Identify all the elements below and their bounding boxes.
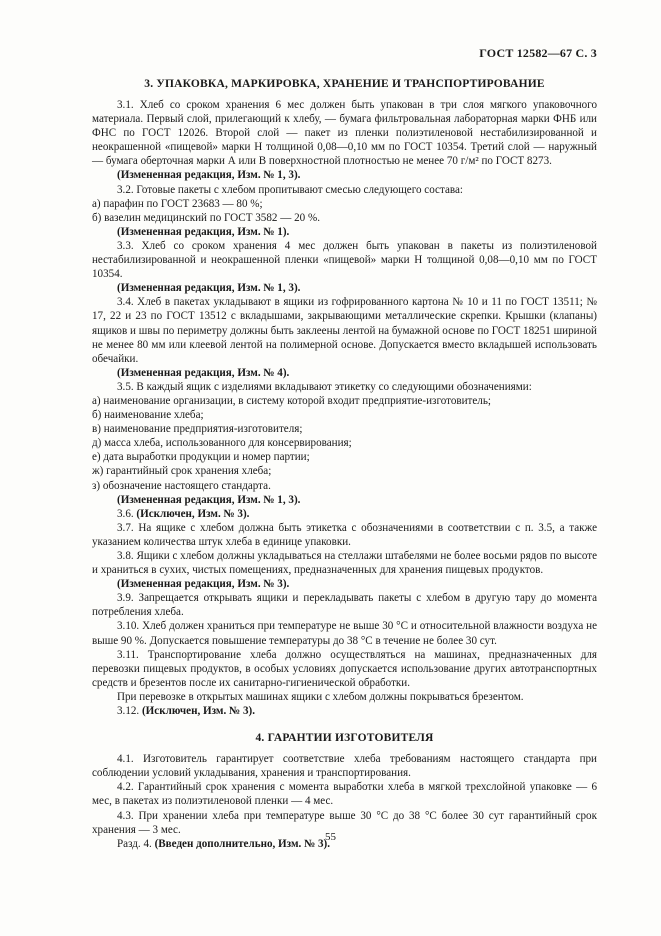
label-item: б) наименование хлеба; <box>92 409 204 422</box>
section-3-body <box>92 98 597 718</box>
clause-number: 3.12. <box>117 705 140 718</box>
amendment-note: (Измененная редакция, Изм. № 1, 3). <box>117 493 301 506</box>
clause-4-2: 4.2. Гарантийный срок хранения с момента выработки хлеба в мягкой трехслойной упаковке — 6 мес, в пакетах из полиэтиленовой пленки — 4 мес. <box>92 781 597 808</box>
section-4-title: 4. ГАРАНТИИ ИЗГОТОВИТЕЛЯ <box>255 732 434 745</box>
amendment-note: (Измененная редакция, Изм. № 1). <box>117 225 290 238</box>
label-item: з) обозначение настоящего стандарта. <box>92 479 271 492</box>
clause-3-2-a: а) парафин по ГОСТ 23683 — 80 %; <box>92 197 263 210</box>
amendment-note: (Измененная редакция, Изм. № 1, 3). <box>117 169 301 182</box>
clause-3-4: 3.4. Хлеб в пакетах укладывают в ящики из гофрированного картона № 10 и 11 по ГОСТ 13511; № 17, 22 и 23 по ГОСТ 13512 с вкладышами, закрывающими металлические скрепки. Крышки (клапаны) ящиков и швы по периметру должны быть заклеены лентой на бумажной основе по ГОСТ 18251 шириной не менее 80 мм или клеевой лентой на полимерной основе. Допускается вместо вкладышей использовать обечайки. <box>92 296 597 365</box>
excluded-note: (Исключен, Изм. № 3). <box>136 507 250 520</box>
clause-3-3: 3.3. Хлеб со сроком хранения 4 мес должен быть упакован в пакеты из полиэтиленовой нестабилизированной и неокрашенной пленки «пищевой» марки Н толщиной 0,08—0,10 мм по ГОСТ 10354. <box>92 239 597 281</box>
running-head: ГОСТ 12582—67 С. 3 <box>479 46 597 60</box>
clause-3-11-b: При перевозке в открытых машинах ящики с хлебом должны покрываться брезентом. <box>117 690 524 703</box>
clause-4-1: 4.1. Изготовитель гарантирует соответствие хлеба требованиям настоящего стандарта при соблюдении условий укладывания, хранения и транспортирования. <box>92 753 597 780</box>
introduced-note: (Введен дополнительно, Изм. № 3). <box>154 837 331 850</box>
section-ref: Разд. 4. <box>117 837 152 850</box>
excluded-note: (Исключен, Изм. № 3). <box>141 705 255 718</box>
clause-4-3: 4.3. При хранении хлеба при температуре выше 30 °С до 38 °С более 30 сут гарантийный срок хранения — 3 мес. <box>92 809 597 836</box>
label-item: а) наименование организации, в систему которой входит предприятие-изготовитель; <box>92 394 491 407</box>
section-3-title: 3. УПАКОВКА, МАРКИРОВКА, ХРАНЕНИЕ И ТРАНСПОРТИРОВАНИЕ <box>144 78 545 90</box>
amendment-note: (Измененная редакция, Изм. № 4). <box>117 366 290 379</box>
label-item: в) наименование предприятия-изготовителя; <box>92 423 303 436</box>
clause-3-5: 3.5. В каждый ящик с изделиями вкладывают этикетку со следующими обозначениями: <box>117 380 532 393</box>
amendment-note: (Измененная редакция, Изм. № 1, 3). <box>117 282 301 295</box>
clause-3-1: 3.1. Хлеб со сроком хранения 6 мес должен быть упакован в три слоя мягкого упаковочного материала. Первый слой, прилегающий к хлебу, — бумага фильтровальная лабораторная марки ФНБ или ФНС по ГОСТ 12026. Второй слой — пакет из пленки полиэтиленовой нестабилизированной и неокрашенной «пищевой» марки Н толщиной 0,08—0,10 мм по ГОСТ 10354. Третий слой — наружный — бумага оберточная марки А или В поверхностной плотностью не менее 70 г/м² по ГОСТ 8273. <box>92 99 597 168</box>
page-number: 55 <box>325 831 336 843</box>
clause-3-12 <box>92 704 597 718</box>
clause-3-6 <box>92 507 597 521</box>
clause-3-2-b: б) вазелин медицинский по ГОСТ 3582 — 20 %. <box>92 211 320 224</box>
clause-3-11: 3.11. Транспортирование хлеба должно осуществляться на машинах, предназначенных для перевозки пищевых продуктов, в особых условиях допускается использование других автотранспортных средств и брезентов после их санитарно-гигиенической обработки. <box>92 648 597 689</box>
label-item: ж) гарантийный срок хранения хлеба; <box>92 465 272 478</box>
clause-3-2: 3.2. Готовые пакеты с хлебом пропитывают смесью следующего состава: <box>117 183 463 196</box>
label-item: д) масса хлеба, использованного для консервирования; <box>92 437 352 450</box>
clause-3-10: 3.10. Хлеб должен храниться при температуре не выше 30 °С и относительной влажности воздуха не выше 90 %. Допускается повышение температуры до 38 °С в течение не более 30 сут. <box>92 620 597 647</box>
clause-number: 3.6. <box>117 507 134 520</box>
label-item: е) дата выработки продукции и номер партии; <box>92 451 310 464</box>
clause-3-7: 3.7. На ящике с хлебом должна быть этикетка с обозначениями в соответствии с п. 3.5, а также указанием количества штук хлеба в единице упаковки. <box>92 521 597 548</box>
amendment-note: (Измененная редакция, Изм. № 3). <box>117 578 290 591</box>
clause-3-8: 3.8. Ящики с хлебом должны укладываться на стеллажи штабелями не более восьми рядов по высоте и храниться в сухих, чистых помещениях, предназначенных для хранения пищевых продуктов. <box>92 550 597 577</box>
clause-3-9: 3.9. Запрещается открывать ящики и перекладывать пакеты с хлебом в другую тару до момента потребления хлеба. <box>92 592 597 619</box>
